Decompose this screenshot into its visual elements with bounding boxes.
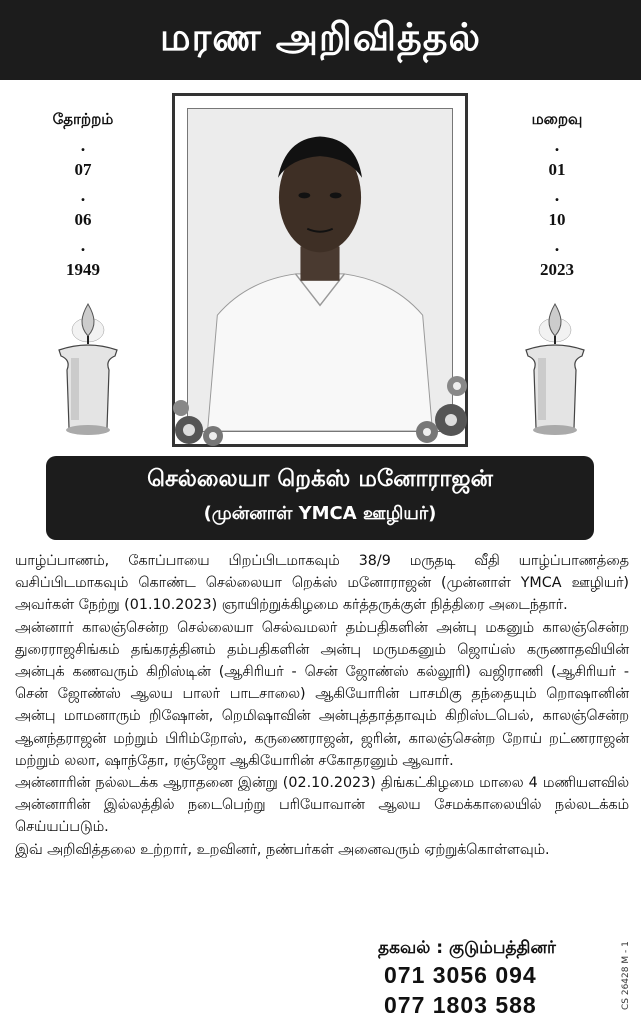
body-paragraph: இவ் அறிவித்தலை உற்றார், உறவினர், நண்பர்கள் அனைவரும் ஏற்றுக்கொள்ளவும்.	[15, 841, 550, 858]
contact-label: தகவல் : குடும்பத்தினர்	[378, 938, 556, 958]
phone-number: 077 1803 588	[384, 992, 537, 1018]
birth-label: தோற்றம்	[52, 110, 114, 128]
flower-icon	[401, 360, 471, 450]
name-banner	[46, 456, 594, 540]
notice-title: மரண அறிவித்தல்	[160, 15, 481, 59]
contact-block	[378, 938, 628, 1020]
death-date-column	[502, 110, 612, 286]
dot-separator: .	[80, 235, 86, 255]
flower-icon	[169, 390, 239, 450]
death-year: 2023	[540, 260, 574, 279]
birth-month: 06	[74, 210, 92, 229]
body-paragraph: அன்னார் காலஞ்சென்ற செல்லையா செல்வமலர் தம்பதிகளின் அன்பு மகனும் காலஞ்சென்ற துரைராஜசிங்கம் தங்கரத்தினம் தம்பதிகளின் அன்பு மருமகனும் ஜொய்ஸ் கருணாதவியின் அன்புக் கணவரும் கிறிஸ்டின் (ஆசிரியர் - சென் ஜோண்ஸ் கல்லூரி) வஜிராணி (ஆசிரியர் - சென் ஜோண்ஸ் ஆலய பாலர் பாடசாலை) ஆகியோரின் பாசமிகு தந்தையும் றொஷானின் அன்பு மாமனாரும் றிஷோன், றெமிஷாவின் அன்புத்தாத்தாவும் கிறிஸ்டபெல், காலஞ்சென்ற ஆனந்தராஜன் மற்றும் பிரிம்றோஸ், கருணைராஜன், ஜரின், காலஞ்சென்ற றோய் றட்ணராஜன் மற்றும் லலா, ஷாந்தோ, ரஞ்ஜோ ஆகியோரின் சகோதரனும் ஆவார்.	[15, 619, 629, 769]
death-month: 10	[548, 210, 566, 229]
birth-year: 1949	[66, 260, 100, 279]
dot-separator: .	[554, 135, 560, 155]
candle-icon	[45, 300, 131, 440]
dot-separator: .	[80, 185, 86, 205]
deceased-subtitle: (முன்னாள் YMCA ஊழியர்)	[203, 503, 437, 524]
birth-day: 07	[74, 160, 92, 179]
portrait-frame	[172, 93, 468, 447]
body-paragraph: அன்னாரின் நல்லடக்க ஆராதனை இன்று (02.10.2023) திங்கட்கிழமை மாலை 4 மணியளவில் அன்னாரின் இல்லத்தில் நடைபெற்று பரியோவான் ஆலய சேமக்காலையில் நல்லடக்கம் செய்யப்படும்.	[15, 775, 629, 836]
candle-icon	[512, 300, 598, 440]
body-paragraph: யாழ்ப்பாணம், கோப்பாயை பிறப்பிடமாகவும் 38/9 மருதடி வீதி யாழ்ப்பாணத்தை வசிப்பிடமாகவும் கொண்ட செல்லையா றெக்ஸ் மனோராஜன் (முன்னாள் YMCA ஊழியர்) அவர்கள் நேற்று (01.10.2023) ஞாயிற்றுக்கிழமை கர்த்தருக்குள் நித்திரை அடைந்தார்.	[15, 553, 629, 614]
dot-separator: .	[554, 185, 560, 205]
notice-body	[15, 550, 629, 861]
birth-date-column	[28, 110, 138, 286]
phone-number: 071 3056 094	[384, 962, 537, 988]
death-label: மறைவு	[531, 110, 583, 128]
dot-separator: .	[554, 235, 560, 255]
deceased-name: செல்லையா றெக்ஸ் மனோராஜன்	[147, 466, 493, 492]
ad-code: CS 26428 M - 1	[621, 941, 631, 1010]
death-day: 01	[548, 160, 566, 179]
notice-header	[0, 0, 641, 80]
dot-separator: .	[80, 135, 86, 155]
